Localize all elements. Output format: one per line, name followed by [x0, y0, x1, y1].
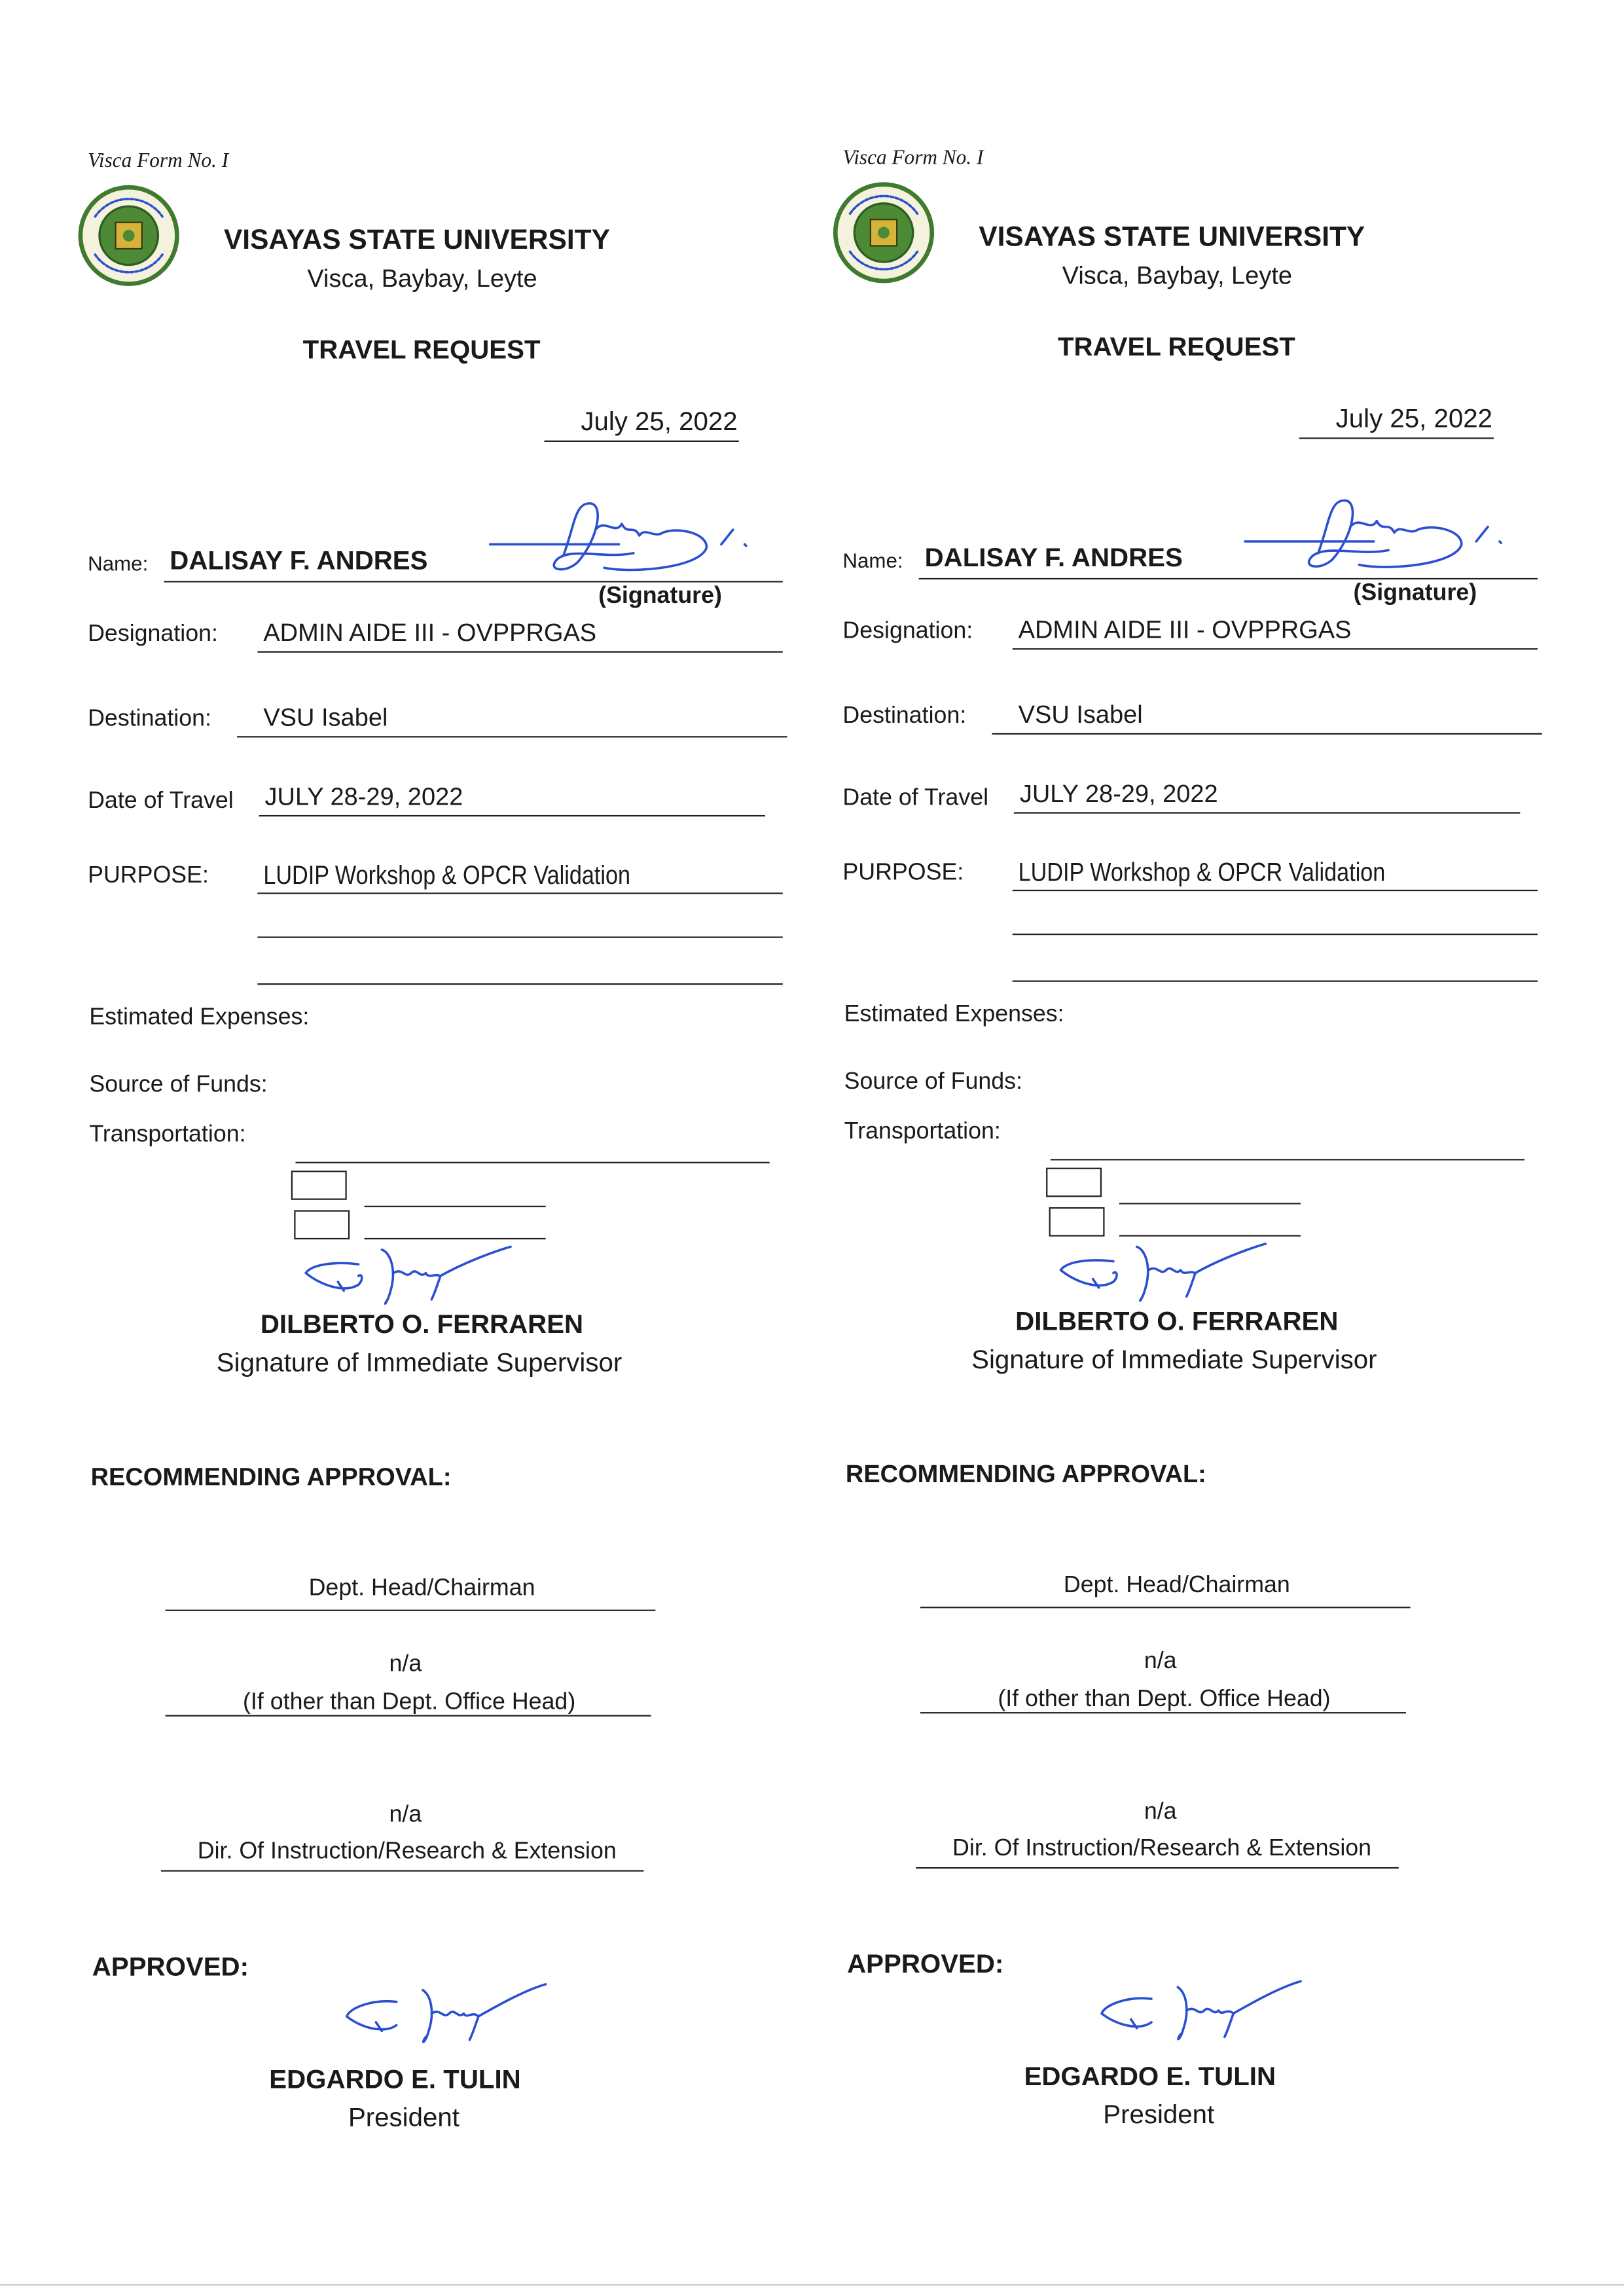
transportation-checkbox[interactable]: [1046, 1168, 1102, 1197]
president-signature-icon: [1096, 1975, 1308, 2049]
requester-signature-icon: [487, 494, 794, 582]
university-seal-logo: [833, 181, 935, 283]
president-name: EDGARDO E. TULIN: [1024, 2062, 1276, 2091]
president-caption: President: [348, 2102, 460, 2132]
dept-head-line: [920, 1607, 1411, 1608]
date-of-travel-label: Date of Travel: [842, 786, 989, 811]
request-date: July 25, 2022: [581, 407, 738, 437]
office-head-caption: (If other than Dept. Office Head): [998, 1687, 1331, 1713]
purpose-value: LUDIP Workshop & OPCR Validation: [1018, 857, 1386, 887]
transportation-option-line: [1119, 1203, 1301, 1204]
director-caption: Dir. Of Instruction/Research & Extension: [197, 1839, 617, 1865]
date-of-travel-value: JULY 28-29, 2022: [264, 782, 463, 811]
form-number: Visca Form No. I: [842, 147, 984, 170]
approved-label: APPROVED:: [847, 1949, 1004, 1978]
purpose-label: PURPOSE:: [842, 860, 964, 886]
designation-label: Designation:: [88, 621, 218, 647]
dept-head-caption: Dept. Head/Chairman: [308, 1576, 535, 1601]
signature-label: (Signature): [1353, 581, 1477, 606]
director-caption: Dir. Of Instruction/Research & Extension: [952, 1836, 1372, 1862]
form-title: TRAVEL REQUEST: [302, 335, 541, 365]
designation-line: [257, 651, 782, 653]
name-label: Name:: [842, 549, 903, 572]
director-line: [161, 1870, 644, 1871]
estimated-expenses-label: Estimated Expenses:: [844, 1002, 1064, 1028]
source-of-funds-label: Source of Funds:: [844, 1069, 1022, 1095]
transportation-label: Transportation:: [844, 1119, 1001, 1144]
designation-value: ADMIN AIDE III - OVPPRGAS: [1018, 615, 1352, 644]
office-head-value: n/a: [389, 1652, 422, 1677]
supervisor-signature-icon: [1055, 1238, 1274, 1308]
date-of-travel-line: [1014, 812, 1520, 813]
purpose-line: [257, 936, 782, 938]
transportation-option-line: [365, 1238, 546, 1239]
name-label: Name:: [88, 551, 149, 575]
estimated-expenses-label: Estimated Expenses:: [89, 1005, 310, 1030]
destination-value: VSU Isabel: [263, 704, 388, 732]
destination-label: Destination:: [88, 706, 211, 732]
university-address: Visca, Baybay, Leyte: [307, 264, 537, 293]
date-of-travel-value: JULY 28-29, 2022: [1019, 780, 1218, 808]
purpose-line: [1013, 890, 1538, 891]
dept-head-line: [166, 1610, 656, 1611]
office-head-line: [920, 1712, 1406, 1713]
transportation-line: [1051, 1159, 1525, 1160]
travel-request-form-right: [755, 0, 1574, 2293]
president-name: EDGARDO E. TULIN: [269, 2064, 521, 2094]
university-name: VISAYAS STATE UNIVERSITY: [979, 222, 1365, 253]
recommending-approval-label: RECOMMENDING APPROVAL:: [90, 1463, 452, 1491]
request-date: July 25, 2022: [1335, 403, 1492, 433]
source-of-funds-label: Source of Funds:: [89, 1072, 268, 1098]
destination-line: [237, 736, 787, 737]
signature-label: (Signature): [598, 583, 722, 609]
destination-label: Destination:: [842, 704, 967, 729]
purpose-line: [1013, 934, 1538, 935]
designation-value: ADMIN AIDE III - OVPPRGAS: [263, 619, 597, 647]
purpose-line: [1013, 981, 1538, 982]
destination-value: VSU Isabel: [1018, 701, 1143, 729]
date-line: [1299, 437, 1494, 439]
name-value: DALISAY F. ANDRES: [170, 545, 428, 575]
transportation-label: Transportation:: [89, 1122, 246, 1148]
university-name: VISAYAS STATE UNIVERSITY: [223, 225, 610, 257]
name-value: DALISAY F. ANDRES: [924, 543, 1183, 572]
form-number: Visca Form No. I: [88, 151, 229, 173]
office-head-value: n/a: [1144, 1649, 1177, 1674]
president-caption: President: [1103, 2100, 1215, 2130]
transportation-option-line: [365, 1206, 546, 1207]
supervisor-name: DILBERTO O. FERRAREN: [260, 1309, 584, 1339]
university-address: Visca, Baybay, Leyte: [1062, 262, 1293, 290]
date-of-travel-label: Date of Travel: [88, 788, 234, 814]
supervisor-caption: Signature of Immediate Supervisor: [971, 1345, 1377, 1374]
supervisor-signature-icon: [300, 1241, 519, 1311]
director-value: n/a: [1144, 1800, 1177, 1825]
president-signature-icon: [341, 1978, 553, 2052]
office-head-line: [166, 1715, 651, 1717]
approved-label: APPROVED:: [92, 1952, 249, 1982]
supervisor-caption: Signature of Immediate Supervisor: [216, 1347, 623, 1377]
university-seal-logo: [77, 185, 179, 287]
recommending-approval-label: RECOMMENDING APPROVAL:: [845, 1460, 1206, 1489]
purpose-label: PURPOSE:: [88, 863, 209, 888]
director-value: n/a: [389, 1802, 422, 1828]
designation-line: [1013, 648, 1538, 649]
dept-head-caption: Dept. Head/Chairman: [1063, 1573, 1290, 1598]
director-line: [916, 1867, 1399, 1868]
transportation-checkbox[interactable]: [294, 1210, 350, 1239]
destination-line: [992, 733, 1542, 735]
transportation-option-line: [1119, 1235, 1301, 1236]
purpose-value: LUDIP Workshop & OPCR Validation: [263, 860, 631, 890]
transportation-checkbox[interactable]: [1049, 1207, 1105, 1237]
transportation-checkbox[interactable]: [291, 1171, 347, 1200]
form-title: TRAVEL REQUEST: [1057, 332, 1295, 362]
supervisor-name: DILBERTO O. FERRAREN: [1015, 1306, 1339, 1336]
transportation-line: [295, 1162, 769, 1163]
purpose-line: [257, 983, 782, 985]
office-head-caption: (If other than Dept. Office Head): [243, 1690, 576, 1715]
date-of-travel-line: [259, 815, 765, 816]
designation-label: Designation:: [842, 619, 973, 644]
date-line: [544, 441, 738, 442]
purpose-line: [257, 892, 782, 894]
requester-signature-icon: [1242, 492, 1549, 579]
